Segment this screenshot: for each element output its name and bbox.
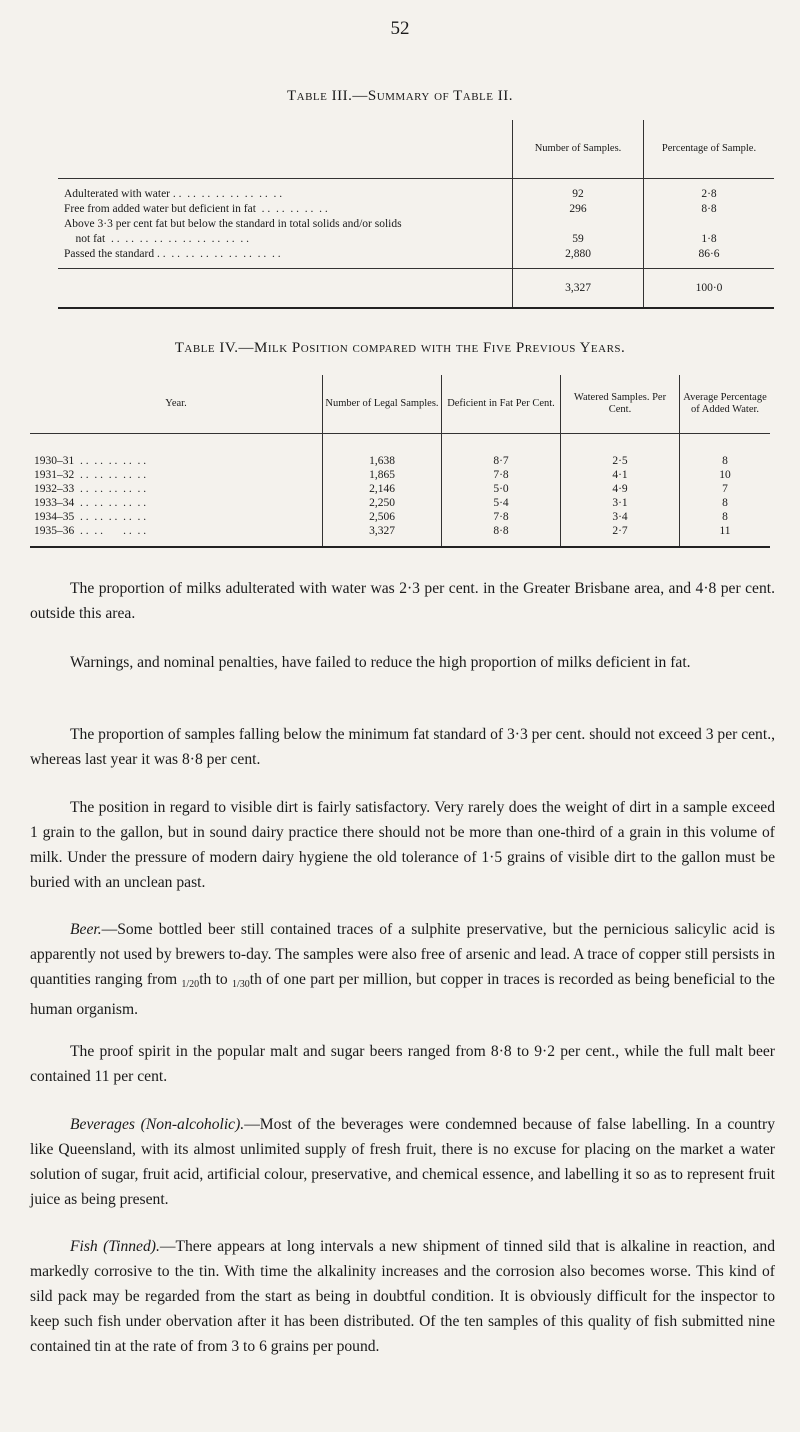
table3-header-number: Number of Samples. xyxy=(513,120,644,179)
table4-cell: 3·4 xyxy=(561,510,680,524)
table-row xyxy=(30,510,770,524)
table3-row-label: Free from added water but deficient in fat . . . . . . . . . . xyxy=(64,203,328,215)
table3-header-blank xyxy=(58,120,513,179)
table3-row-label: Adulterated with water . . . . . . . . . . . . . . . . xyxy=(64,188,283,200)
table3-cell-percent: 1·8 xyxy=(701,233,717,245)
table-row xyxy=(30,468,770,482)
table4-cell: 2·7 xyxy=(561,524,680,547)
paragraph-warnings: Warnings, and nominal penalties, have failed to reduce the high proportion of milks deficient in fat. xyxy=(70,654,691,671)
table3-header-percent: Percentage of Sample. xyxy=(644,120,775,179)
table4-year: 1933–34 . . . . . . . . . . xyxy=(34,497,147,509)
table4-cell: 5·4 xyxy=(442,496,561,510)
table3-total-percent: 100·0 xyxy=(644,269,775,309)
table4-cell: 4·9 xyxy=(561,482,680,496)
table4-cell: 7 xyxy=(680,482,771,496)
paragraph-beer: Beer.—Some bottled beer still contained traces of a sulphite preservative, but the pernicious salicylic acid is apparently not used by brewers to-day. The samples were also free of arsenic and lead. A trace of copper still persists in quantities ranging from 1/20th to 1/30th of one part per million, but copper in traces is recorded as being beneficial to the human organism. xyxy=(30,921,775,1018)
table3-row-label: Above 3·3 per cent fat but below the standard in total solids and/or solids xyxy=(64,218,402,230)
table4-header-row xyxy=(30,375,770,434)
fraction-one-thirtieth: 1/30 xyxy=(232,979,250,990)
fish-heading: Fish (Tinned). xyxy=(70,1238,160,1255)
table4-header-year: Year. xyxy=(30,375,323,434)
table3-title-rest: —Summary of Table II. xyxy=(352,88,513,104)
page-number: 52 xyxy=(390,18,410,39)
table4-year: 1930–31 . . . . . . . . . . xyxy=(34,455,147,467)
table3-cell-number: 296 xyxy=(569,203,587,215)
table4-cell: 4·1 xyxy=(561,468,680,482)
table4-cell: 3·1 xyxy=(561,496,680,510)
table4-cell: 5·0 xyxy=(442,482,561,496)
table4-cell: 2·5 xyxy=(561,434,680,469)
table4-year: 1934–35 . . . . . . . . . . xyxy=(34,511,147,523)
paragraph-beverages: Beverages (Non-alcoholic).—Most of the beverages were condemned because of false labelling. In a country like Queensland, with its almost unlimited supply of fresh fruit, there is no excuse for placing on the market a water solution of sugar, fruit acid, artificial colour, preservative, and chemical essence, and labelling it so as to represent fruit juice as being present. xyxy=(30,1116,775,1208)
table4-cell: 2,250 xyxy=(323,496,442,510)
paragraph-proof-spirit: The proof spirit in the popular malt and sugar beers ranged from 8·8 to 9·2 per cent., while the full malt beer contained 11 per cent. xyxy=(30,1043,775,1085)
table4-cell: 8 xyxy=(680,496,771,510)
table4-cell: 3,327 xyxy=(323,524,442,547)
beverages-heading: Beverages (Non-alcoholic). xyxy=(70,1116,245,1133)
table4-header-fat: Deficient in Fat Per Cent. xyxy=(442,375,561,434)
table3-cell-number: 59 xyxy=(572,233,584,245)
beer-heading: Beer. xyxy=(70,921,102,938)
table4-year: 1935–36 . . . . . . . . xyxy=(30,524,323,547)
table4-cell: 8·7 xyxy=(442,434,561,469)
table3-cell-percent: 2·8 xyxy=(701,188,717,200)
table3-cell-percent: 86·6 xyxy=(698,248,720,260)
table3-total-label xyxy=(58,269,513,309)
table3-row-label: Passed the standard . . . . . . . . . . . . . . . . . . xyxy=(64,248,281,260)
table4-title: Table IV.—Milk Position compared with the Five Previous Years. xyxy=(174,340,626,356)
table4-cell: 1,638 xyxy=(323,434,442,469)
table4-cell: 2,146 xyxy=(323,482,442,496)
table3-percents xyxy=(644,179,775,269)
table4-cell: 11 xyxy=(680,524,771,547)
table-row xyxy=(30,524,770,547)
table3-total-number: 3,327 xyxy=(513,269,644,309)
table3-numbers xyxy=(513,179,644,269)
table4-header-watered: Watered Samples. Per Cent. xyxy=(561,375,680,434)
table4-cell: 8 xyxy=(680,434,771,469)
table3-total-row xyxy=(58,269,774,309)
table3-cell-blank xyxy=(650,217,768,232)
table4-header-legal: Number of Legal Samples. xyxy=(323,375,442,434)
table4-year: 1932–33 . . . . . . . . . . xyxy=(34,483,147,495)
table-row xyxy=(30,434,770,469)
table3-title xyxy=(0,88,800,105)
paragraph-visible-dirt: The position in regard to visible dirt is fairly satisfactory. Very rarely does the weight of dirt in a sample exceed 1 grain to the gallon, but in sound dairy practice there should not be more than one-third of a grain in this volume of milk. Under the pressure of modern dairy hygiene the old tolerance of 1·5 grains of visible dirt to the gallon must be buried with an unclean past. xyxy=(30,799,775,891)
table4-cell: 1,865 xyxy=(323,468,442,482)
table-row xyxy=(30,496,770,510)
table4 xyxy=(30,375,770,548)
table3-row-label: not fat . . . . . . . . . . . . . . . . . . . . xyxy=(64,233,249,245)
table4-cell: 2,506 xyxy=(323,510,442,524)
table3-cell-blank xyxy=(519,217,637,232)
paragraph-fat-standard: The proportion of samples falling below the minimum fat standard of 3·3 per cent. should not exceed 3 per cent., whereas last year it was 8·8 per cent. xyxy=(30,726,775,768)
table3-header-row xyxy=(58,120,774,179)
table3-labels xyxy=(58,179,513,269)
table3 xyxy=(58,120,774,309)
table4-cell: 8 xyxy=(680,510,771,524)
table4-year: 1931–32 . . . . . . . . . . xyxy=(34,469,147,481)
table3-title-prefix: Table III. xyxy=(286,88,353,104)
paragraph-milk-water: The proportion of milks adulterated with water was 2·3 per cent. in the Greater Brisbane area, and 4·8 per cent. outside this area. xyxy=(30,580,775,622)
table4-cell: 7·8 xyxy=(442,468,561,482)
table4-header-added-water: Average Percentage of Added Water. xyxy=(680,375,771,434)
paragraph-fish: Fish (Tinned).—There appears at long intervals a new shipment of tinned sild that is alkaline in reaction, and markedly corrosive to the tin. With time the alkalinity increases and the corrosion also becomes worse. This kind of sild pack may be regarded from the start as being in doubtful condition. It is obviously difficult for the inspector to keep such fish under obervation after it has been distributed. Of the ten samples of this quality of fish submitted nine contained tin at the rate of from 3 to 6 grains per pound. xyxy=(30,1238,775,1355)
table4-cell: 7·8 xyxy=(442,510,561,524)
table4-cell: 10 xyxy=(680,468,771,482)
table-row xyxy=(30,482,770,496)
table4-cell: 8·8 xyxy=(442,524,561,547)
table3-body xyxy=(58,179,774,269)
table3-cell-number: 2,880 xyxy=(565,248,591,260)
table3-cell-number: 92 xyxy=(572,188,584,200)
fraction-one-twentieth: 1/20 xyxy=(181,979,200,990)
table3-cell-percent: 8·8 xyxy=(701,203,717,215)
